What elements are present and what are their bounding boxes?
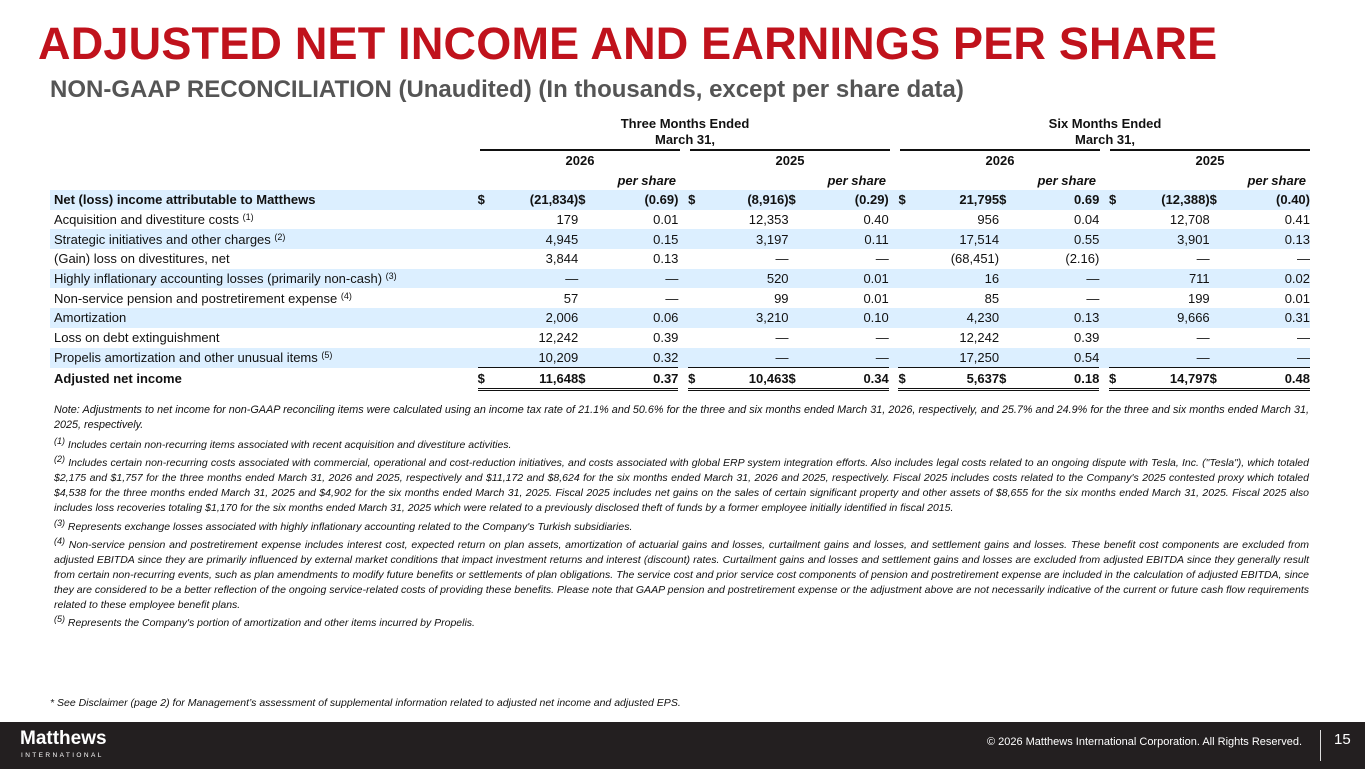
column-gap <box>1099 269 1109 289</box>
per-share-cell: — <box>1086 290 1100 306</box>
footnote-marker: (3) <box>54 517 65 528</box>
group-heading-line1: Six Months Ended <box>1048 116 1162 131</box>
amount-cell: 2,006 <box>491 308 578 328</box>
table-row <box>50 288 1310 308</box>
column-gap <box>889 328 899 348</box>
per-share-cell: — <box>1297 330 1310 346</box>
year-header: 2026 <box>900 149 1100 169</box>
per-share-cell: 0.06 <box>592 308 678 328</box>
currency-sign: $ <box>578 368 592 390</box>
currency-sign <box>789 210 803 230</box>
per-share-cell: 0.40 <box>863 212 889 228</box>
per-share-cell: 0.34 <box>802 368 888 390</box>
currency-sign <box>578 210 592 230</box>
amount-cell: 5,637 <box>912 368 999 390</box>
footnote-2 <box>54 456 1309 515</box>
currency-sign <box>1210 269 1224 289</box>
currency-sign <box>999 210 1013 230</box>
per-share-cell: 0.01 <box>653 212 679 228</box>
amount-cell: 956 <box>977 212 1000 228</box>
amount-cell: 57 <box>563 290 579 306</box>
table-row <box>50 229 1310 249</box>
currency-sign <box>1210 328 1224 348</box>
per-share-cell: 0.01 <box>802 269 888 289</box>
year-header: 2025 <box>690 149 890 169</box>
per-share-cell: 0.39 <box>1074 330 1100 346</box>
footnote-marker: (5) <box>54 614 65 625</box>
row-label-text: Acquisition and divestiture costs <box>54 212 239 228</box>
per-share-cell: 0.02 <box>1223 269 1310 289</box>
currency-sign <box>898 229 912 249</box>
footnote-text: Includes certain non-recurring costs associated with commercial, operational and cost-reduction initiatives, and costs associated with global ERP system integration efforts. Also includes legal costs related to an ongoing dispute with Tesla, Inc. ("Tesla"), which totaled $2,175 and $1,757 for the three months ended March 31, 2026 and 2025, respectively and $11,172 and $8,624 for the six months ended March 31, 2026 and 2025, respectively. Fiscal 2025 includes costs related to the Company's 2025 contested proxy which totaled $4,538 for the three months ended March 31, 2025 and $4,902 for the six months ended March 31, 2025. Fiscal 2025 includes net gains on the sales of certain significant property and other assets of $8,655 for the six months ended March 31, 2025. Fiscal 2025 also includes loss recoveries totaling $1,170 for the six months ended March 31, 2025 which were related to a previously disclosed theft of funds by a former employee initially identified in fiscal 2015. <box>54 457 1309 514</box>
currency-sign <box>999 348 1013 368</box>
footnote-text: Non-service pension and postretirement expense includes interest cost, expected return on plan assets, amortization of actuarial gains and losses, curtailment gains and losses, and settlement gains and losses. These benefit cost components are excluded from adjusted EBITDA since they are primarily influenced by external market conditions that impact investment returns and interest (discount) rates. Curtailment gains and losses and settlement gains and losses are excluded from adjusted EBITDA since they generally result from certain non-recurring events, such as plan amendments to modify future benefits or settlements of plan obligations. The service cost and prior service cost components of pension and postretirement expense are included in the calculation of adjusted EBITDA, since they are considered to be a better reflection of the ongoing service-related costs of providing these benefits. Please note that GAAP pension and postretirement expense or the adjustment above are not necessarily indicative of the current or future cash flow requirements related to these employee benefit plans. <box>54 539 1309 611</box>
column-gap <box>889 210 899 230</box>
currency-sign <box>898 308 912 328</box>
per-share-cell: 0.69 <box>1013 190 1099 210</box>
per-share-cell: 0.13 <box>1013 308 1099 328</box>
footnote-5 <box>54 616 1309 631</box>
column-gap <box>1099 348 1109 368</box>
page-subtitle: NON-GAAP RECONCILIATION (Unaudited) (In thousands, except per share data) <box>50 76 964 103</box>
per-share-cell: — <box>665 290 679 306</box>
amount-cell: 17,514 <box>912 229 999 249</box>
per-share-cell: (0.40) <box>1223 190 1310 210</box>
row-label <box>50 348 478 368</box>
currency-sign: $ <box>688 190 702 210</box>
table-row <box>50 249 1310 269</box>
footnote-4 <box>54 538 1309 612</box>
column-gap <box>678 229 688 249</box>
per-share-header: per share <box>827 173 886 188</box>
amount-cell: 4,230 <box>912 308 999 328</box>
amount-cell: 10,463 <box>702 368 789 390</box>
amount-cell: 12,708 <box>1169 212 1210 228</box>
amount-cell: 12,353 <box>748 212 789 228</box>
currency-sign <box>578 288 592 308</box>
column-gap <box>1099 210 1109 230</box>
row-label <box>50 190 478 210</box>
currency-sign <box>999 288 1013 308</box>
amount-cell: 179 <box>556 212 579 228</box>
currency-sign <box>1210 229 1224 249</box>
row-label-text: (Gain) loss on divestitures, net <box>54 251 230 267</box>
amount-cell: 16 <box>912 269 999 289</box>
currency-sign <box>789 348 803 368</box>
currency-sign <box>789 249 803 269</box>
column-gap <box>678 288 688 308</box>
amount-cell: (68,451) <box>950 251 1000 267</box>
currency-sign <box>999 328 1013 348</box>
row-label <box>50 308 478 328</box>
footnote-3 <box>54 517 1309 535</box>
per-share-header: per share <box>1037 173 1096 188</box>
footnote-marker: (4) <box>54 536 65 547</box>
column-gap <box>1099 288 1109 308</box>
year-header: 2026 <box>480 149 680 169</box>
currency-sign <box>898 269 912 289</box>
per-share-cell: 0.15 <box>592 229 678 249</box>
per-share-cell: 0.13 <box>1223 229 1310 249</box>
footnote-ref: (1) <box>242 212 254 223</box>
copyright-text: © 2026 Matthews International Corporation. All Rights Reserved. <box>986 736 1302 748</box>
currency-sign <box>688 308 702 328</box>
currency-sign <box>688 249 702 269</box>
currency-sign <box>999 249 1013 269</box>
column-gap <box>889 190 899 210</box>
tax-rate-note: Note: Adjustments to net income for non-GAAP reconciling items were calculated using an income tax rate of 21.1% and 50.6% for the three and six months ended March 31, 2026, respectively, and 25.7% and 24.9% for the three and six months ended March 31, 2025, respectively. <box>54 404 1309 432</box>
column-gap <box>1099 229 1109 249</box>
amount-cell: 3,210 <box>702 308 789 328</box>
company-logo-subtitle: INTERNATIONAL <box>21 752 104 759</box>
per-share-cell: (0.69) <box>592 190 678 210</box>
currency-sign <box>688 229 702 249</box>
currency-sign <box>789 308 803 328</box>
currency-sign <box>688 210 702 230</box>
footnote-text: Represents exchange losses associated with highly inflationary accounting related to the Company's Turkish subsidiaries. <box>65 520 633 533</box>
currency-sign: $ <box>1210 368 1224 390</box>
per-share-cell: — <box>592 269 678 289</box>
amount-cell: 520 <box>702 269 789 289</box>
amount-cell: 11,648 <box>491 368 578 390</box>
currency-sign <box>478 229 492 249</box>
row-label-text: Loss on debt extinguishment <box>54 330 220 346</box>
currency-sign <box>789 328 803 348</box>
column-gap <box>678 348 688 368</box>
amount-cell: — <box>1123 348 1210 368</box>
per-share-cell: — <box>1223 348 1310 368</box>
amount-cell: — <box>702 348 789 368</box>
amount-cell: 99 <box>774 290 789 306</box>
currency-sign <box>999 229 1013 249</box>
currency-sign <box>578 308 592 328</box>
currency-sign <box>578 229 592 249</box>
currency-sign: $ <box>688 368 702 390</box>
column-gap <box>1099 328 1109 348</box>
row-label-text: Net (loss) income attributable to Matthews <box>54 192 316 208</box>
footer-divider <box>1320 730 1321 761</box>
row-label <box>50 269 478 289</box>
currency-sign: $ <box>898 368 912 390</box>
row-label-text: Strategic initiatives and other charges <box>54 231 271 247</box>
currency-sign: $ <box>789 368 803 390</box>
currency-sign <box>789 288 803 308</box>
currency-sign <box>478 288 492 308</box>
column-gap <box>889 308 899 328</box>
currency-sign <box>578 249 592 269</box>
currency-sign <box>478 348 492 368</box>
currency-sign <box>1210 210 1224 230</box>
currency-sign <box>478 249 492 269</box>
per-share-cell: — <box>802 348 888 368</box>
currency-sign: $ <box>478 368 492 390</box>
currency-sign: $ <box>999 190 1013 210</box>
company-logo: Matthews <box>20 728 107 749</box>
currency-sign <box>1109 249 1123 269</box>
currency-sign: $ <box>789 190 803 210</box>
currency-sign <box>1210 249 1224 269</box>
per-share-cell: — <box>1297 251 1310 267</box>
row-label-text: Propelis amortization and other unusual items <box>54 350 318 366</box>
amount-cell: 17,250 <box>912 348 999 368</box>
per-share-cell: — <box>875 330 889 346</box>
amount-cell: 4,945 <box>491 229 578 249</box>
currency-sign <box>789 229 803 249</box>
column-gap <box>1099 308 1109 328</box>
currency-sign <box>478 210 492 230</box>
currency-sign <box>688 269 702 289</box>
row-label <box>50 288 478 308</box>
column-gap <box>678 368 688 390</box>
per-share-cell: 0.48 <box>1223 368 1310 390</box>
column-gap <box>678 210 688 230</box>
currency-sign: $ <box>578 190 592 210</box>
currency-sign <box>1109 210 1123 230</box>
amount-cell: — <box>775 330 789 346</box>
column-gap <box>889 348 899 368</box>
column-gap <box>889 229 899 249</box>
currency-sign <box>578 328 592 348</box>
amount-cell: 199 <box>1187 290 1210 306</box>
column-gap <box>678 328 688 348</box>
column-gap <box>1099 249 1109 269</box>
table-row <box>50 269 1310 289</box>
row-label <box>50 210 478 230</box>
amount-cell: 3,197 <box>702 229 789 249</box>
row-label-text: Adjusted net income <box>54 371 182 387</box>
row-label-text: Non-service pension and postretirement expense <box>54 290 338 306</box>
column-gap <box>1099 368 1109 390</box>
currency-sign <box>898 210 912 230</box>
currency-sign <box>898 288 912 308</box>
currency-sign: $ <box>1109 190 1123 210</box>
per-share-cell: 0.41 <box>1284 212 1310 228</box>
per-share-cell: 0.54 <box>1013 348 1099 368</box>
per-share-cell: (0.29) <box>802 190 888 210</box>
footnotes <box>54 403 1309 635</box>
column-gap <box>678 308 688 328</box>
row-label <box>50 368 478 390</box>
table-row <box>50 190 1310 210</box>
page-title: ADJUSTED NET INCOME AND EARNINGS PER SHARE <box>38 18 1218 69</box>
group-heading-line2: March 31, <box>1075 132 1135 147</box>
amount-cell: (12,388) <box>1123 190 1210 210</box>
currency-sign <box>578 269 592 289</box>
currency-sign <box>898 328 912 348</box>
currency-sign <box>1109 269 1123 289</box>
amount-cell: 12,242 <box>959 330 1000 346</box>
group-heading-line2: March 31, <box>655 132 715 147</box>
amount-cell: — <box>1196 330 1210 346</box>
amount-cell: 10,209 <box>491 348 578 368</box>
column-gap <box>678 249 688 269</box>
table-row <box>50 328 1310 348</box>
table-row <box>50 308 1310 328</box>
footnote-text: Represents the Company's portion of amortization and other items incurred by Propelis. <box>65 617 475 630</box>
column-gap <box>889 288 899 308</box>
footnote-ref: (3) <box>385 271 397 282</box>
amount-cell: 12,242 <box>538 330 579 346</box>
per-share-cell: — <box>875 251 889 267</box>
per-share-cell: (2.16) <box>1065 251 1100 267</box>
currency-sign <box>1210 288 1224 308</box>
amount-cell: (21,834) <box>491 190 578 210</box>
footnote-ref: (5) <box>321 350 333 361</box>
amount-cell: (8,916) <box>702 190 789 210</box>
currency-sign: $ <box>999 368 1013 390</box>
currency-sign <box>1109 328 1123 348</box>
row-label <box>50 328 478 348</box>
footnote-ref: (4) <box>340 290 352 301</box>
row-label <box>50 229 478 249</box>
page-number: 15 <box>1334 731 1351 748</box>
currency-sign <box>1109 229 1123 249</box>
column-gap <box>678 269 688 289</box>
per-share-cell: 0.32 <box>592 348 678 368</box>
footer-bar <box>0 722 1365 769</box>
row-label <box>50 249 478 269</box>
currency-sign <box>1109 348 1123 368</box>
per-share-cell: 0.11 <box>802 229 888 249</box>
year-header: 2025 <box>1110 149 1310 169</box>
column-gap <box>1099 190 1109 210</box>
amount-cell: 21,795 <box>912 190 999 210</box>
amount-cell: 711 <box>1123 269 1210 289</box>
per-share-cell: — <box>1013 269 1099 289</box>
currency-sign: $ <box>478 190 492 210</box>
currency-sign <box>478 269 492 289</box>
per-share-cell: 0.10 <box>802 308 888 328</box>
currency-sign <box>688 328 702 348</box>
currency-sign <box>999 269 1013 289</box>
reconciliation-table <box>50 190 1310 391</box>
column-gap <box>678 190 688 210</box>
per-share-cell: 0.55 <box>1013 229 1099 249</box>
per-share-cell: 0.13 <box>653 251 679 267</box>
currency-sign <box>688 288 702 308</box>
per-share-cell: 0.37 <box>592 368 678 390</box>
currency-sign <box>898 249 912 269</box>
currency-sign <box>578 348 592 368</box>
per-share-header: per share <box>617 173 676 188</box>
currency-sign <box>688 348 702 368</box>
per-share-cell: 0.01 <box>1284 290 1310 306</box>
footnote-ref: (2) <box>274 231 286 242</box>
amount-cell: — <box>1196 251 1210 267</box>
currency-sign <box>898 348 912 368</box>
amount-cell: — <box>775 251 789 267</box>
table-row <box>50 348 1310 368</box>
currency-sign <box>999 308 1013 328</box>
footnote-marker: (1) <box>54 435 65 446</box>
row-label-text: Amortization <box>54 310 127 326</box>
footnote-marker: (2) <box>54 454 65 465</box>
currency-sign <box>1210 308 1224 328</box>
per-share-cell: 0.04 <box>1074 212 1100 228</box>
per-share-header: per share <box>1247 173 1306 188</box>
table-row <box>50 368 1310 390</box>
footnote-1 <box>54 435 1309 453</box>
currency-sign: $ <box>898 190 912 210</box>
group-heading-line1: Three Months Ended <box>620 116 750 131</box>
per-share-cell: 0.39 <box>653 330 679 346</box>
per-share-cell: 0.18 <box>1013 368 1099 390</box>
per-share-cell: 0.31 <box>1223 308 1310 328</box>
amount-cell: 14,797 <box>1123 368 1210 390</box>
table-row <box>50 210 1310 230</box>
column-group-six-months <box>900 116 1310 148</box>
column-gap <box>889 269 899 289</box>
amount-cell: 9,666 <box>1123 308 1210 328</box>
column-gap <box>889 249 899 269</box>
currency-sign <box>478 308 492 328</box>
column-group-three-months <box>480 116 890 148</box>
amount-cell: 3,844 <box>545 251 579 267</box>
currency-sign <box>1109 288 1123 308</box>
per-share-cell: 0.01 <box>863 290 889 306</box>
footnote-text: Includes certain non-recurring items associated with recent acquisition and divestiture activities. <box>65 438 512 451</box>
currency-sign: $ <box>1109 368 1123 390</box>
row-label-text: Highly inflationary accounting losses (primarily non-cash) <box>54 271 383 287</box>
amount-cell: — <box>491 269 578 289</box>
disclaimer-note: * See Disclaimer (page 2) for Management’s assessment of supplemental information related to adjusted net income and adjusted EPS. <box>50 697 681 709</box>
currency-sign: $ <box>1210 190 1224 210</box>
currency-sign <box>1210 348 1224 368</box>
amount-cell: 3,901 <box>1123 229 1210 249</box>
column-gap <box>889 368 899 390</box>
amount-cell: 85 <box>984 290 1000 306</box>
currency-sign <box>478 328 492 348</box>
currency-sign <box>789 269 803 289</box>
currency-sign <box>1109 308 1123 328</box>
